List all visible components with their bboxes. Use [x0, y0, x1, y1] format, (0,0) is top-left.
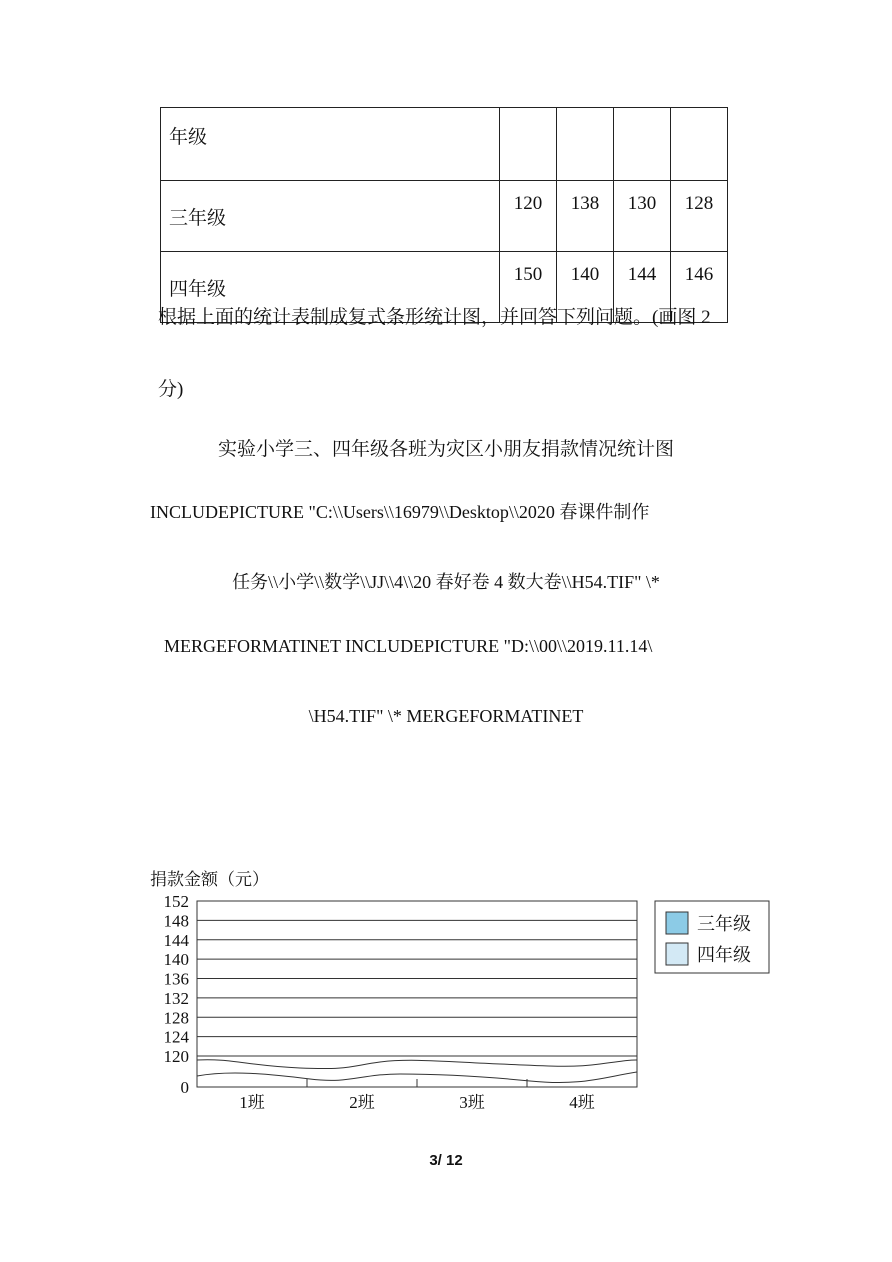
chart-ylabel: 捐款金额（元） — [150, 870, 269, 889]
x-tick-label: 3班 — [459, 1093, 485, 1112]
question-text-line2: 分) — [158, 379, 184, 400]
plot-frame — [197, 901, 637, 1087]
legend-swatch — [666, 943, 688, 965]
y-tick-label: 132 — [163, 988, 189, 1008]
row-label: 四年级 — [161, 252, 500, 323]
question-text-line1: 根据上面的统计表制成复式条形统计图，并回答下列问题。(画图 2 — [158, 307, 711, 328]
y-tick-label: 152 — [163, 892, 189, 911]
field-code-line: \H54.TIF" \* MERGEFORMATINET — [308, 706, 584, 726]
table-cell: 128 — [671, 181, 728, 252]
page-number: 3/ 12 — [429, 1152, 463, 1169]
x-tick-label: 4班 — [569, 1093, 595, 1112]
y-tick-label: 124 — [163, 1027, 189, 1047]
field-code-line: INCLUDEPICTURE "C:\\Users\\16979\\Desktop\\2020 春课件制作 — [150, 502, 650, 522]
x-tick-label: 2班 — [349, 1093, 375, 1112]
y-tick-label: 120 — [163, 1047, 189, 1066]
y-tick-label: 140 — [163, 950, 189, 970]
table-cell: 120 — [500, 181, 557, 252]
axis-break-line — [197, 1060, 637, 1069]
y-tick-label: 128 — [163, 1008, 189, 1028]
table-cell: 130 — [614, 181, 671, 252]
y-tick-label: 136 — [163, 969, 189, 989]
table-cell: 144 — [614, 252, 671, 323]
row-label: 三年级 — [161, 181, 500, 252]
table-cell: 140 — [557, 252, 614, 323]
table-cell: 146 — [671, 252, 728, 323]
legend-label: 三年级 — [697, 914, 751, 935]
legend-label: 四年级 — [697, 945, 751, 966]
y-tick-label: 144 — [163, 930, 189, 950]
x-tick-label: 1班 — [239, 1093, 265, 1112]
table-cell: 150 — [500, 252, 557, 323]
row-label: 年级 — [161, 108, 500, 181]
legend-swatch — [666, 912, 688, 934]
field-code-line: MERGEFORMATINET INCLUDEPICTURE "D:\\00\\2019.11.14\ — [164, 636, 653, 656]
table-cell: 138 — [557, 181, 614, 252]
field-code-line: 任务\\小学\\数学\\JJ\\4\\20 春好卷 4 数大卷\\H54.TIF" \* — [232, 572, 660, 592]
y-tick-label: 148 — [163, 911, 189, 931]
y-tick-label: 0 — [180, 1078, 189, 1097]
figure-title: 实验小学三、四年级各班为灾区小朋友捐款情况统计图 — [217, 439, 674, 460]
